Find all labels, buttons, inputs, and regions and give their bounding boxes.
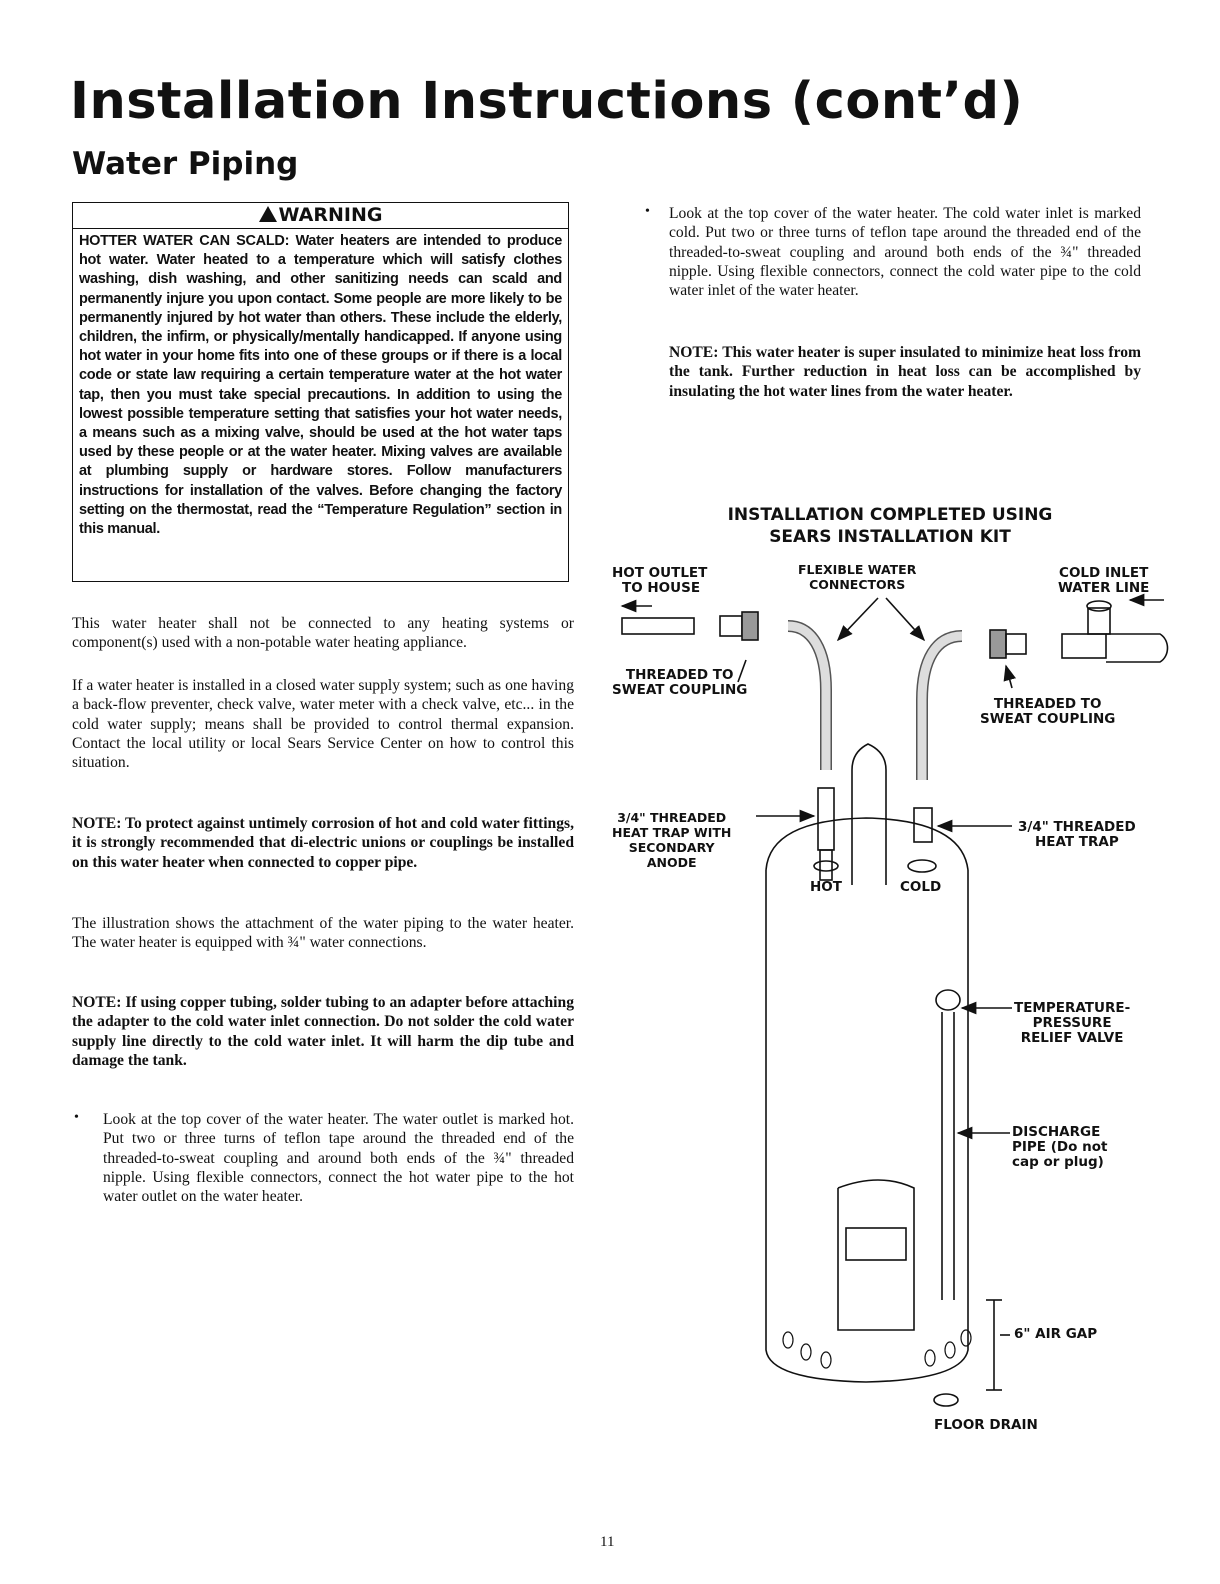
hot-outlet-pipe — [622, 618, 694, 634]
label-heat-trap: 3/4" THREADED HEAT TRAP — [1018, 819, 1136, 850]
vent-holes — [783, 1330, 971, 1368]
diagram-title-line2: SEARS INSTALLATION KIT — [769, 527, 1011, 547]
flue-pipe — [852, 744, 886, 885]
tank-body — [766, 870, 968, 1382]
flex-leader-right — [886, 598, 924, 640]
label-heat-trap-anode: 3/4" THREADED HEAT TRAP WITH SECONDARY ANODE — [612, 810, 732, 870]
cold-tee — [1062, 634, 1106, 658]
paragraph-non-potable: This water heater shall not be connected to any heating systems or component(s) used with a non-potable water heating appliance. — [72, 615, 574, 652]
cold-inlet-pipe — [1106, 634, 1168, 662]
hot-nipple — [820, 850, 832, 880]
hot-fitting — [814, 861, 838, 871]
paragraph-thermal-expansion: If a water heater is installed in a closed water supply system; such as one having a back-flow preventer, check valve, water meter with a check valve, etc... in the cold water supply; means shall be provided to control thermal expansion. Contact the local utility or local Sears Service Center on how to control this situation. — [72, 677, 574, 772]
note-copper-tubing: NOTE: If using copper tubing, solder tubing to an adapter before attaching the adapter to the cold water inlet connection. Do not solder the cold water supply line directly to the cold water inlet. It will harm the dip tube and damage the tank. — [72, 994, 574, 1069]
tp-valve-body — [936, 990, 960, 1010]
right-coupling-leader — [1006, 666, 1012, 688]
warning-heading-text: WARNING — [278, 204, 383, 226]
floor-drain-icon — [934, 1394, 958, 1406]
flex-leader-left — [838, 598, 878, 640]
page-title: Installation Instructions (cont’d) — [70, 72, 1024, 131]
warning-body: HOTTER WATER CAN SCALD: Water heaters are intended to produce hot water. Water heated to a temperature which will satisfy clothes washing, dish washing, and other sanitizing needs can scald and permanently injure you upon contact. Some people are more likely to be permanently injured by hot water than others. These include the elderly, children, the infirm, or physically/mentally handicapped. If anyone using hot water in your home fits into one of these groups or if there is a local code or state law requiring a certain temperature water at the hot water tap, then you must take special precautions. In addition to using the lowest possible temperature setting that satisfies your hot water needs, a means such as a mixing valve, should be used at the hot water taps used by these people or at the water heater. Mixing valves are available at plumbing supply or hardware stores. Follow manufacturers instructions for installation of the valves. Before changing the factory setting on the thermostat, read the “Temperature Regulation” section in this manual. — [79, 233, 562, 538]
section-title: Water Piping — [72, 146, 299, 182]
paragraph-illustration: The illustration shows the attachment of the water piping to the water heater. The water heater is equipped with ¾" water connections. — [72, 915, 574, 952]
thermostat-cover — [846, 1228, 906, 1260]
right-coupling — [1006, 634, 1026, 654]
bullet-hot-outlet: Look at the top cover of the water heater. The water outlet is marked hot. Put two or three turns of teflon tape around the threaded end of the threaded-to-sweat coupling and around both ends of the ¾" threaded nipple. Using flexible connectors, connect the hot water pipe to the hot water outlet on the water heater. — [103, 1111, 574, 1206]
label-flexible-connectors: FLEXIBLE WATER CONNECTORS — [798, 562, 917, 592]
page-number: 11 — [600, 1534, 615, 1550]
right-coupling-thread — [990, 630, 1006, 658]
cold-tee-handle — [1087, 601, 1111, 611]
note-insulation: NOTE: This water heater is super insulated to minimize heat loss from the tank. Further reduction in heat loss can be accomplished by insulating the hot water lines from the water heater. — [669, 344, 1141, 400]
bullet-marker-cold: • — [645, 204, 650, 219]
label-coupling-right: THREADED TO SWEAT COUPLING — [980, 696, 1116, 727]
bullet-marker-hot: • — [74, 1110, 79, 1125]
label-discharge-pipe: DISCHARGE PIPE (Do not cap or plug) — [1012, 1124, 1108, 1170]
cold-fitting — [908, 860, 936, 872]
access-panel — [838, 1180, 914, 1330]
bullet-cold-inlet: Look at the top cover of the water heater. The cold water inlet is marked cold. Put two or three turns of teflon tape around the threaded end of the threaded-to-sweat coupling and around both ends of the ¾" threaded nipple. Using flexible connectors, connect the cold water pipe to the cold water inlet of the water heater. — [669, 205, 1141, 300]
label-floor-drain: FLOOR DRAIN — [934, 1417, 1038, 1433]
label-air-gap: 6" AIR GAP — [1014, 1326, 1098, 1342]
label-cold-inlet: COLD INLET WATER LINE — [1058, 565, 1150, 596]
left-coupling-thread — [742, 612, 758, 640]
cold-tee-valve — [1088, 608, 1110, 634]
label-hot: HOT — [810, 879, 842, 895]
hot-heat-trap — [818, 788, 834, 850]
label-cold: COLD — [900, 879, 942, 895]
label-hot-outlet: HOT OUTLET TO HOUSE — [612, 565, 708, 596]
label-tp-valve: TEMPERATURE- PRESSURE RELIEF VALVE — [1014, 1000, 1131, 1046]
tank-top — [766, 818, 968, 870]
discharge-pipe — [942, 1012, 954, 1300]
left-coupling — [720, 616, 742, 636]
label-coupling-left: THREADED TO SWEAT COUPLING — [612, 667, 748, 698]
diagram-title-line1: INSTALLATION COMPLETED USING — [727, 505, 1053, 525]
note-corrosion: NOTE: To protect against untimely corrosion of hot and cold water fittings, it is strongly recommended that di-electric unions or couplings be installed on this water heater when connected to copper pipe. — [72, 815, 574, 871]
